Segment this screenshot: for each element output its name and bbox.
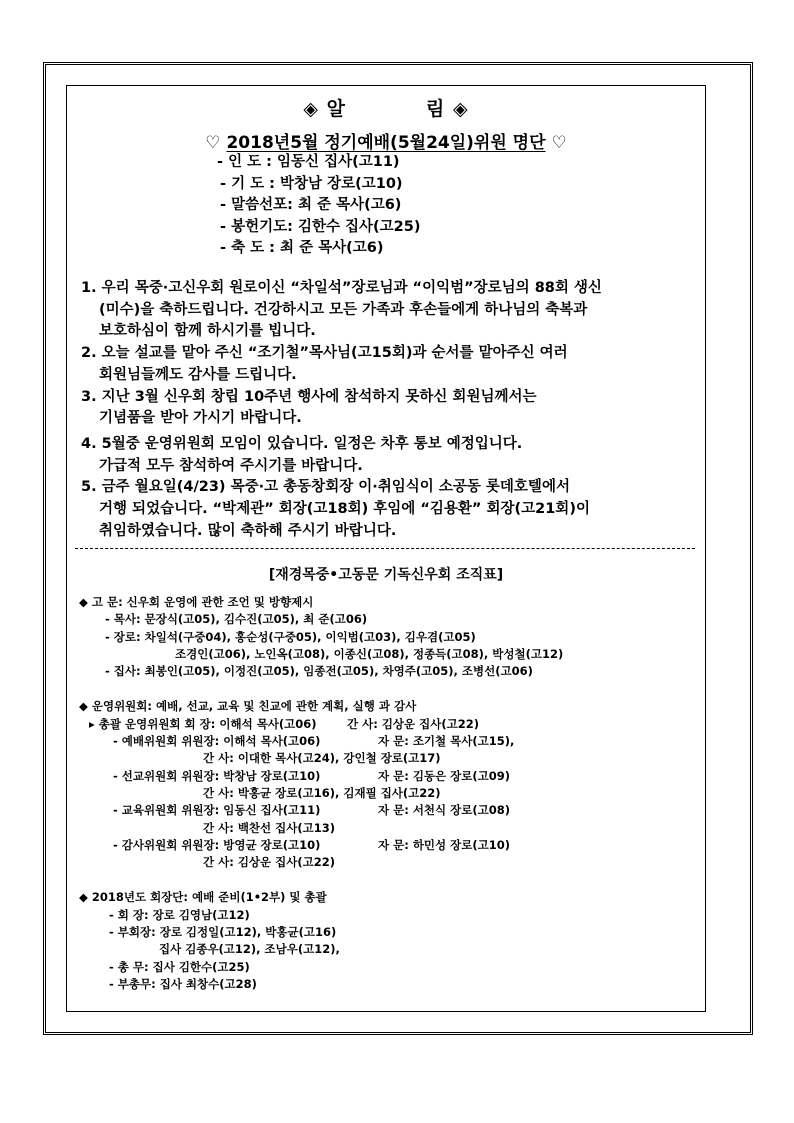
notice-line: 4. 5월중 운영위원회 모임이 있습니다. 일정은 차후 통보 예정입니다. [81, 435, 523, 452]
subcommittee-mission [79, 768, 563, 785]
notice-item-1 [81, 278, 701, 343]
subcommittee-secretary: 간 사: 이대한 목사(고24), 강인철 장로(고17) [203, 751, 441, 766]
deputy-general-affairs: - 부총무: 집사 최창수(고28) [109, 976, 257, 991]
subcommittee-chair: - 선교위원회 위원장: 박창남 장로(고10) [113, 768, 321, 783]
subcommittee-secretary: 간 사: 백찬선 집사(고13) [203, 820, 335, 835]
notice-line: (미수)을 축하드립니다. 건강하시고 모든 가족과 후손들에게 하나님의 축복과 [99, 301, 588, 318]
org-chart [79, 594, 563, 993]
heart-icon: ♡ [551, 133, 567, 153]
notice-line: 3. 지난 3월 신우회 창립 10주년 행사에 참석하지 못하신 회원님께서는 [81, 388, 537, 405]
presidency-heading: ◆ 2018년도 회장단: 예배 준비(1•2부) 및 총괄 [79, 890, 327, 905]
notice-line: 취임하였습니다. 많이 축하해 주시기 바랍니다. [99, 522, 397, 539]
subcommittee-secretary: 간 사: 박홍균 장로(고16), 김재필 집사(고22) [203, 785, 441, 800]
subcommittee-worship [79, 733, 563, 750]
notice-line: 2. 오늘 설교를 맡아 주신 “조기철”목사님(고15회)과 순서를 맡아주신 여러 [81, 345, 568, 362]
role-prayer: - 기 도 : 박창남 장로(고10) [220, 175, 403, 192]
notice-line: 1. 우리 목중·고신우회 원로이신 “차일석”장로님과 “이익범”장로님의 88회 생신 [81, 280, 602, 296]
role-offering-prayer: - 봉헌기도: 김한수 집사(고25) [220, 218, 421, 235]
advisors-elders: - 장로: 차일석(구중04), 홍순성(구중05), 이익범(고03), 김우겸(고05) [105, 629, 476, 644]
subcommittee-chair: - 감사위원회 위원장: 방영균 장로(고10) [113, 837, 321, 852]
general-chair: ▸ 총괄 운영위원회 회 장: 이해석 목사(고06) [89, 716, 317, 731]
notice-item-3 [81, 387, 701, 430]
notice-line: 기념품을 받아 가시기 바랍니다. [99, 410, 302, 427]
vice-president: - 부회장: 장로 김정일(고12), 박홍균(고16) [109, 925, 337, 940]
notice-item-5 [81, 477, 701, 542]
subcommittee-advisor: 자 문: 서천식 장로(고08) [378, 803, 510, 818]
subcommittee-chair: - 예배위원회 위원장: 이해석 목사(고06) [113, 734, 321, 749]
worship-roster-heading [67, 128, 705, 153]
notice-line: 거행 되었습니다. “박제관” 회장(고18회) 후임에 “김용환” 회장(고21회)이 [99, 501, 590, 518]
advisors-heading: ◆ 고 문: 신우회 운영에 관한 조언 및 방향제시 [79, 595, 314, 609]
subcommittee-advisor: 자 문: 김동은 장로(고09) [378, 768, 510, 783]
roster-roles [217, 152, 420, 260]
general-secretary: 간 사: 김상운 집사(고22) [347, 716, 479, 731]
heart-icon: ♡ [205, 133, 221, 153]
committee-heading: ◆ 운영위원회: 예배, 선교, 교육 및 친교에 관한 계획, 실행 과 감사 [79, 699, 417, 714]
subcommittee-advisor: 자 문: 조기철 목사(고15), [378, 734, 515, 749]
role-leader: - 인 도 : 임동신 집사(고11) [217, 154, 400, 170]
notice-line: 회원님들께도 감사를 드립니다. [99, 366, 297, 383]
notice-item-4 [81, 434, 701, 477]
title-left: ◈ 알 [303, 98, 346, 120]
subcommittee-chair: - 교육위원회 위원장: 임동신 집사(고11) [113, 803, 321, 818]
notice-line: 가급적 모두 참석하여 주시기를 바랍니다. [99, 457, 363, 474]
document-frame [66, 85, 706, 1012]
president: - 회 장: 장로 김영남(고12) [109, 907, 250, 922]
subcommittee-audit [79, 837, 563, 854]
notice-line: 5. 금주 월요일(4/23) 목중·고 총동창회장 이·취임식이 소공동 롯데호텔에서 [81, 479, 570, 496]
role-sermon: - 말씀선포: 최 준 목사(고6) [220, 197, 402, 213]
notice-line: 보호하심이 함께 하시기를 빕니다. [99, 323, 316, 340]
roster-title: 2018년5월 정기예배(5월24일)위원 명단 [226, 133, 546, 153]
role-benediction: - 축 도 : 최 준 목사(고6) [220, 240, 384, 256]
title-right: 림 ◈ [426, 98, 469, 120]
org-chart-title: [재경목중•고동문 기독신우회 조직표] [268, 567, 504, 583]
advisors-pastors: - 목사: 문장식(고05), 김수진(고05), 최 준(고06) [105, 612, 368, 627]
general-committee [79, 716, 563, 733]
subcommittee-education [79, 802, 563, 819]
notice-title [67, 94, 705, 121]
notice-item-2 [81, 343, 701, 386]
section-divider [75, 548, 695, 549]
vice-president-cont: 집사 김종우(고12), 조남우(고12), [159, 942, 340, 957]
advisors-deacons: - 집사: 최봉인(고05), 이정진(고05), 임종전(고05), 차영주(고05), 조병선(고06) [105, 664, 533, 679]
subcommittee-secretary: 간 사: 김상운 집사(고22) [203, 855, 335, 870]
general-affairs: - 총 무: 집사 김한수(고25) [109, 959, 250, 974]
advisors-elders-cont: 조경인(고06), 노인옥(고08), 이종신(고08), 정종득(고08), 박성철(고12) [175, 646, 564, 661]
notice-list [81, 278, 701, 542]
subcommittee-advisor: 자 문: 하민성 장로(고10) [378, 837, 510, 852]
